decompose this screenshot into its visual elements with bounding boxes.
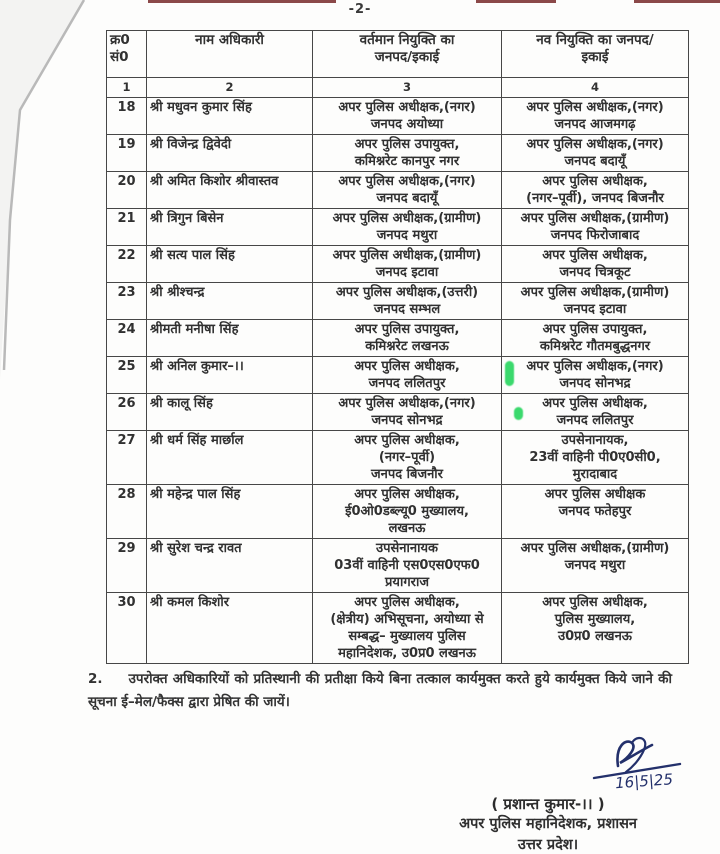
serial-number-cell: 23	[107, 283, 147, 320]
new-posting-cell: अपर पुलिस अधीक्षक, जनपद ललितपुर	[502, 394, 689, 431]
officer-table-row	[107, 246, 689, 283]
officer-name-cell: श्री अमित किशोर श्रीवास्तव	[147, 172, 313, 209]
green-highlight-mark	[505, 361, 514, 386]
officer-table-row	[107, 172, 689, 209]
handwritten-signature	[558, 736, 708, 792]
serial-number-cell: 30	[107, 593, 147, 664]
header-officer-name: नाम अधिकारी	[147, 31, 313, 78]
officer-name-cell: श्री कालू सिंह	[147, 394, 313, 431]
serial-number-cell: 28	[107, 485, 147, 539]
officer-table-row	[107, 485, 689, 539]
officer-name-cell: श्री अनिल कुमार–।।	[147, 357, 313, 394]
header-current-posting: वर्तमान नियुक्ति का जनपद/इकाई	[313, 31, 502, 78]
officer-name-cell: श्री मधुवन कुमार सिंह	[147, 98, 313, 135]
officer-name-cell: श्री विजेन्द्र द्विवेदी	[147, 135, 313, 172]
current-posting-cell: अपर पुलिस अधीक्षक,(नगर) जनपद बदायूँ	[313, 172, 502, 209]
new-posting-cell: अपर पुलिस अधीक्षक,(ग्रामीण) जनपद फिरोजाबाद	[502, 209, 689, 246]
signature-scribble	[617, 742, 652, 766]
officer-table-row	[107, 98, 689, 135]
current-posting-cell: अपर पुलिस अधीक्षक, जनपद ललितपुर	[313, 357, 502, 394]
signer-name: ( प्रशान्त कुमार-।। )	[491, 795, 605, 813]
column-number: 4	[502, 78, 689, 98]
serial-number-cell: 19	[107, 135, 147, 172]
officer-name-cell: श्री कमल किशोर	[147, 593, 313, 664]
paragraph-number: 2.	[88, 671, 103, 687]
current-posting-cell: अपर पुलिस अधीक्षक,(नगर) जनपद अयोध्या	[313, 98, 502, 135]
current-posting-cell: अपर पुलिस अधीक्षक, ई0ओ0डब्ल्यू0 मुख्यालय, लखनऊ	[313, 485, 502, 539]
new-posting-cell: अपर पुलिस अधीक्षक,(नगर) जनपद बदायूँ	[502, 135, 689, 172]
new-posting-cell: अपर पुलिस अधीक्षक,(नगर) जनपद सोनभद्र	[502, 357, 689, 394]
officers-transfer-table	[106, 30, 689, 664]
current-posting-cell: अपर पुलिस उपायुक्त, कमिश्नरेट कानपुर नगर	[313, 135, 502, 172]
green-highlight-mark	[514, 407, 523, 420]
officer-table-row	[107, 209, 689, 246]
officer-name-cell: श्री धर्म सिंह मार्छाल	[147, 431, 313, 485]
new-posting-cell: अपर पुलिस उपायुक्त, कमिश्नरेट गौतमबुद्धनगर	[502, 320, 689, 357]
signer-state: उत्तर प्रदेश।	[517, 837, 579, 853]
current-posting-cell: अपर पुलिस अधीक्षक, (क्षेत्रीय) अभिसूचना, अयोध्या से सम्बद्ध– मुख्यालय पुलिस महानिदेशक, उ0प्र0 लखनऊ	[313, 593, 502, 664]
transfer-instruction-paragraph	[88, 668, 672, 714]
officer-table-row	[107, 539, 689, 593]
header-new-posting: नव नियुक्ति का जनपद/ इकाई	[502, 31, 689, 78]
new-posting-cell: उपसेनानायक, 23वीं वाहिनी पी0ए0सी0, मुरादाबाद	[502, 431, 689, 485]
new-posting-cell: अपर पुलिस अधीक्षक जनपद फतेहपुर	[502, 485, 689, 539]
table-header-row	[107, 31, 689, 78]
column-number: 1	[107, 78, 147, 98]
serial-number-cell: 21	[107, 209, 147, 246]
serial-number-cell: 26	[107, 394, 147, 431]
current-posting-cell: अपर पुलिस अधीक्षक,(उत्तरी) जनपद सम्भल	[313, 283, 502, 320]
current-posting-cell: अपर पुलिस अधीक्षक,(ग्रामीण) जनपद इटावा	[313, 246, 502, 283]
officer-table-body	[107, 98, 689, 664]
officer-table-row	[107, 431, 689, 485]
signer-designation: अपर पुलिस महानिदेशक, प्रशासन	[459, 816, 637, 832]
signature-block	[390, 736, 706, 854]
officer-name-cell: श्री श्रीश्चन्द्र	[147, 283, 313, 320]
serial-number-cell: 18	[107, 98, 147, 135]
officer-table-row	[107, 320, 689, 357]
officer-name-cell: श्री सुरेश चन्द्र रावत	[147, 539, 313, 593]
current-posting-cell: अपर पुलिस अधीक्षक,(नगर) जनपद सोनभद्र	[313, 394, 502, 431]
officer-table-row	[107, 394, 689, 431]
header-serial-number: क्र0 सं0	[107, 31, 147, 78]
current-posting-cell: अपर पुलिस उपायुक्त, कमिश्नरेट लखनऊ	[313, 320, 502, 357]
column-number: 3	[313, 78, 502, 98]
column-number-row	[107, 78, 689, 98]
serial-number-cell: 29	[107, 539, 147, 593]
officer-name-cell: श्री महेन्द्र पाल सिंह	[147, 485, 313, 539]
page-number: -2-	[348, 2, 372, 17]
new-posting-cell: अपर पुलिस अधीक्षक, जनपद चित्रकूट	[502, 246, 689, 283]
handwritten-date: 16|5|25	[614, 770, 674, 792]
officer-name-cell: श्रीमती मनीषा सिंह	[147, 320, 313, 357]
current-posting-cell: अपर पुलिस अधीक्षक,(ग्रामीण) जनपद मथुरा	[313, 209, 502, 246]
serial-number-cell: 20	[107, 172, 147, 209]
new-posting-cell: अपर पुलिस अधीक्षक,(ग्रामीण) जनपद मथुरा	[502, 539, 689, 593]
officer-table-row	[107, 357, 689, 394]
serial-number-cell: 25	[107, 357, 147, 394]
current-posting-cell: अपर पुलिस अधीक्षक, (नगर–पूर्वी) जनपद बिजनौर	[313, 431, 502, 485]
serial-number-cell: 22	[107, 246, 147, 283]
current-posting-cell: उपसेनानायक 03वीं वाहिनी एस0एस0एफ0 प्रयागराज	[313, 539, 502, 593]
officer-name-cell: श्री सत्य पाल सिंह	[147, 246, 313, 283]
column-number: 2	[147, 78, 313, 98]
officer-table-row	[107, 135, 689, 172]
paragraph-text: उपरोक्त अधिकारियों को प्रतिस्थानी की प्रतीक्षा किये बिना तत्काल कार्यमुक्त करते हुये कार्यमुक्त किये जाने की सूचना ई–मेल/फैक्स द्वारा प्रेषित की जायें।	[88, 671, 672, 710]
officer-table-row	[107, 593, 689, 664]
officer-name-cell: श्री त्रिगुन बिसेन	[147, 209, 313, 246]
new-posting-cell: अपर पुलिस अधीक्षक,(नगर) जनपद आजमगढ़	[502, 98, 689, 135]
serial-number-cell: 27	[107, 431, 147, 485]
new-posting-cell: अपर पुलिस अधीक्षक,(ग्रामीण) जनपद इटावा	[502, 283, 689, 320]
officer-table-row	[107, 283, 689, 320]
serial-number-cell: 24	[107, 320, 147, 357]
new-posting-cell: अपर पुलिस अधीक्षक, (नगर–पूर्वी), जनपद बिजनौर	[502, 172, 689, 209]
new-posting-cell: अपर पुलिस अधीक्षक, पुलिस मुख्यालय, उ0प्र0 लखनऊ	[502, 593, 689, 664]
